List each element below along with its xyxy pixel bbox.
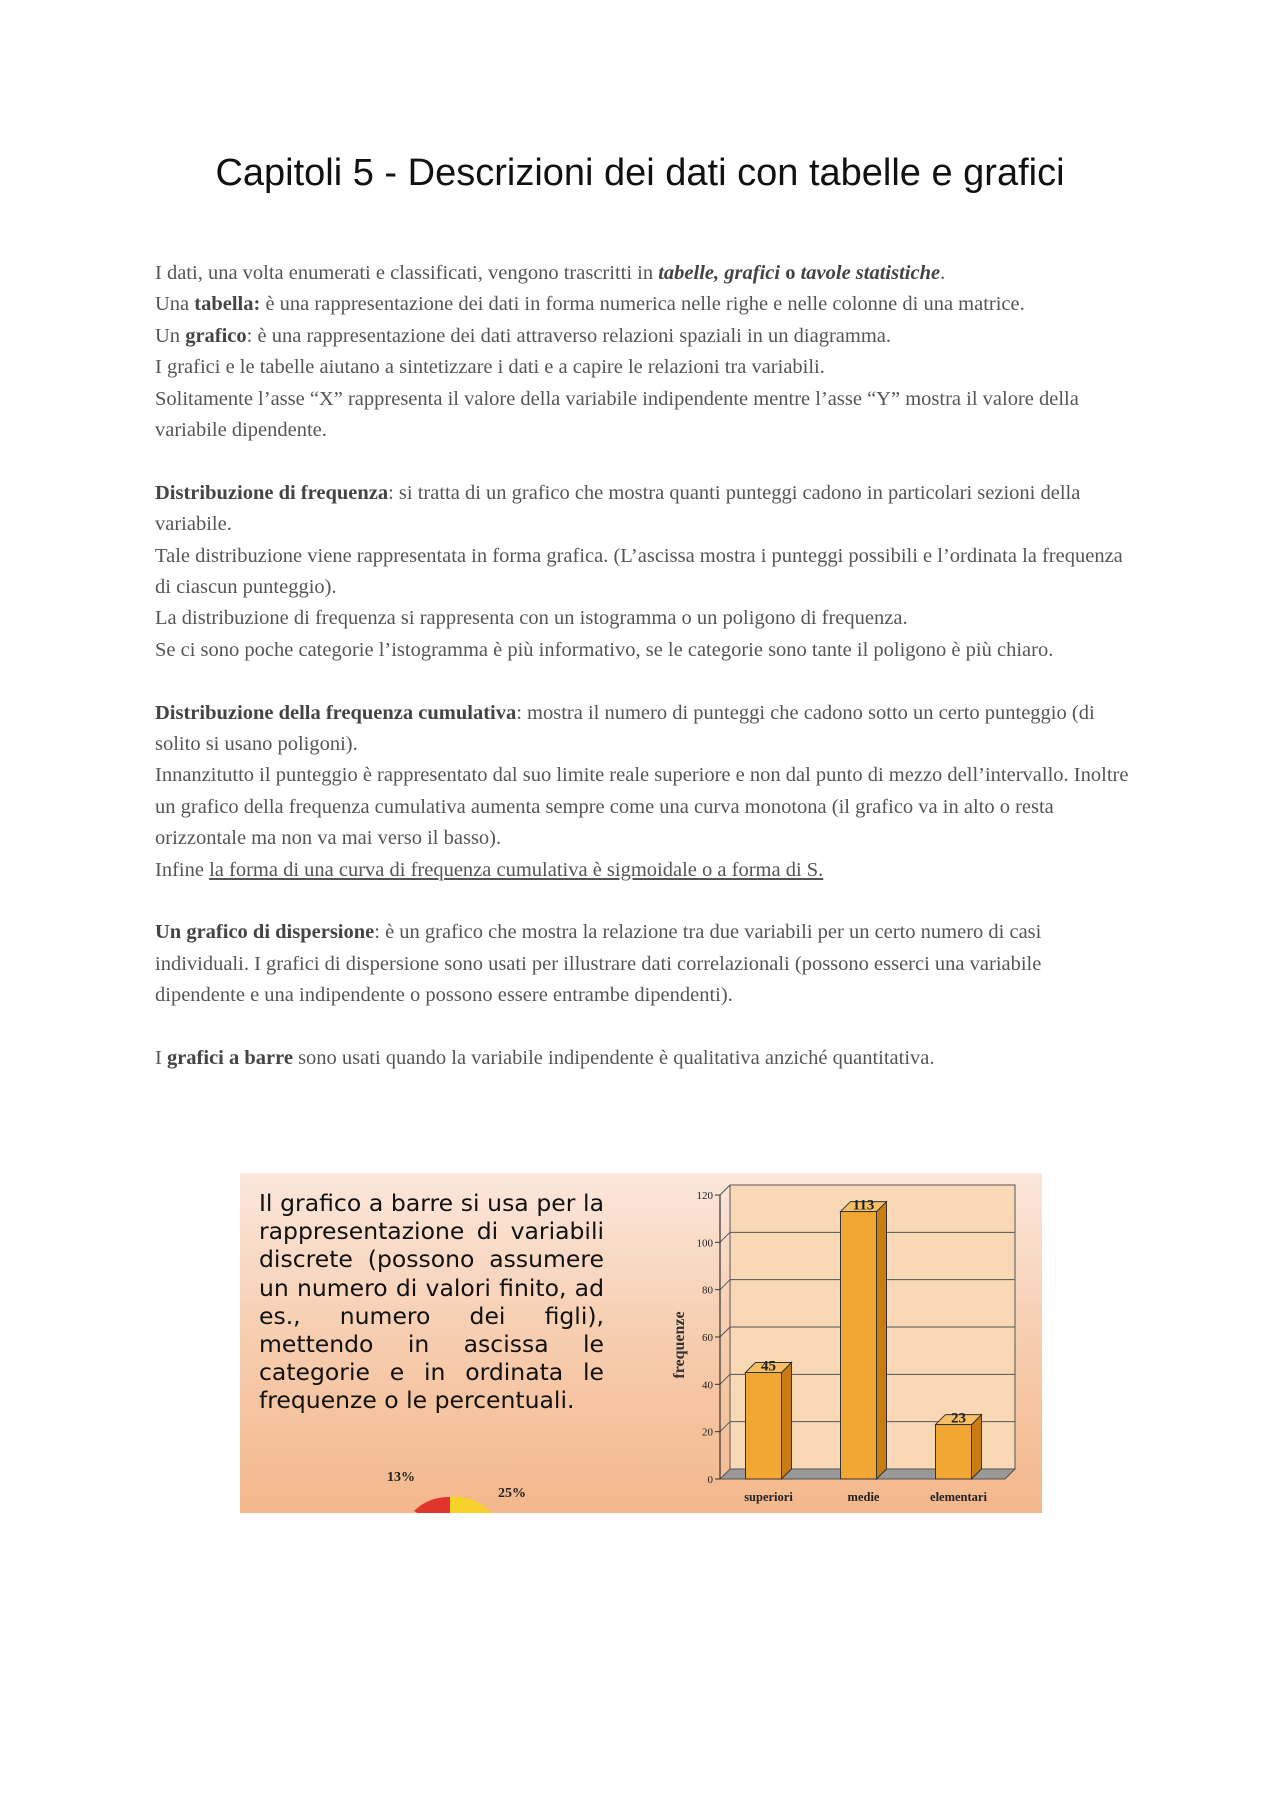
y-tick-label: 20	[702, 1426, 713, 1439]
pie-label-13: 13%	[387, 1470, 415, 1485]
pie-slice-25	[450, 1497, 496, 1513]
gridline-diag	[720, 1327, 730, 1337]
y-tick-label: 80	[702, 1284, 713, 1297]
category-label-superiori: superiori	[744, 1490, 793, 1504]
paragraph-limite-reale: Innanzitutto il punteggio è rappresentato dal suo limite reale superiore e non dal punto di mezzo dell’intervallo. Inoltre un grafico della frequenza cumulativa aumenta sempre come una curva monotona (il grafico va in alto o resta orizzontale ma non va mai verso il basso).	[155, 764, 1129, 850]
paragraph-assi: Solitamente l’asse “X” rappresenta il valore della variabile indipendente mentre l’asse “Y” mostra il valore della variabile dipendente.	[155, 387, 1079, 442]
bar-elementari	[936, 1425, 972, 1479]
paragraph-barre: I grafici a barre sono usati quando la variabile indipendente è qualitativa anziché quantitativa.	[155, 1047, 935, 1070]
bar-chart-svg	[660, 1173, 1042, 1513]
data-label-medie: 113	[852, 1197, 875, 1214]
y-tick-label: 0	[707, 1474, 713, 1486]
figure-description: Il grafico a barre si usa per la rappresentazione di variabili discrete (possono assumere un numero di valori finito, ad es., numero dei figli), mettendo in ascissa le categorie e in ordinata le frequenze o le percentuali.	[259, 1189, 604, 1415]
y-tick-label: 40	[702, 1379, 713, 1392]
y-tick-label: 120	[696, 1190, 713, 1202]
paragraph-intro: I dati, una volta enumerati e classificati, vengono trascritti in tabelle, grafici o tavole statistiche.	[155, 262, 946, 284]
pie-chart-fragment	[300, 1470, 550, 1513]
category-label-elementari: elementari	[930, 1490, 987, 1504]
gridline-diag	[720, 1422, 730, 1432]
gridline-diag	[720, 1185, 730, 1195]
data-label-elementari: 23	[951, 1410, 966, 1427]
bar-superiori	[746, 1373, 782, 1480]
gridline-diag	[720, 1374, 730, 1384]
paragraph-sintesi: I grafici e le tabelle aiutano a sintetizzare i dati e a capire le relazioni tra variabili.	[155, 356, 825, 379]
paragraph-categorie: Se ci sono poche categorie l’istogramma è più informativo, se le categorie sono tante il poligono è più chiaro.	[155, 638, 1054, 661]
bar-chart-figure	[240, 1173, 1042, 1513]
paragraph-distribuzione: Distribuzione di frequenza: si tratta di un grafico che mostra quanti punteggi cadono in particolari sezioni della variabile.	[155, 481, 1081, 536]
bar-side-elementari	[972, 1415, 982, 1479]
paragraph-istogramma: La distribuzione di frequenza si rappresenta con un istogramma o un poligono di frequenza.	[155, 607, 908, 630]
bar-medie	[841, 1212, 877, 1479]
document-body	[155, 258, 1130, 1075]
bar-side-medie	[877, 1202, 887, 1479]
data-label-superiori: 45	[761, 1358, 776, 1375]
page-title: Capitoli 5 - Descrizioni dei dati con tabelle e grafici	[215, 152, 1065, 194]
paragraph-grafico: Un grafico: è una rappresentazione dei dati attraverso relazioni spaziali in un diagramma.	[155, 324, 892, 347]
category-label-medie: medie	[847, 1490, 880, 1504]
y-tick-label: 100	[696, 1237, 713, 1250]
y-axis-label: frequenze	[671, 1311, 688, 1379]
pie-slice-13	[414, 1497, 450, 1513]
paragraph-sigmoidale: Infine la forma di una curva di frequenza cumulativa è sigmoidale o a forma di S.	[155, 858, 824, 881]
paragraph-cumulativa: Distribuzione della frequenza cumulativa: mostra il numero di punteggi che cadono sotto un certo punteggio (di solito si usano poligoni).	[155, 701, 1095, 756]
gridline-diag	[720, 1232, 730, 1242]
paragraph-forma-grafica: Tale distribuzione viene rappresentata in forma grafica. (L’ascissa mostra i punteggi possibili e l’ordinata la frequenza di ciascun punteggio).	[155, 544, 1123, 599]
y-tick-label: 60	[702, 1332, 713, 1344]
bar-side-superiori	[782, 1363, 792, 1480]
pie-label-25: 25%	[498, 1486, 526, 1501]
gridline-diag	[720, 1280, 730, 1290]
paragraph-tabella: Una tabella: è una rappresentazione dei dati in forma numerica nelle righe e nelle colonne di una matrice.	[155, 293, 1025, 316]
paragraph-dispersione: Un grafico di dispersione: è un grafico che mostra la relazione tra due variabili per un certo numero di casi individuali. I grafici di dispersione sono usati per illustrare dati correlazionali (possono esserci una variabile dipendente e una indipendente o possono essere entrambe dipendenti).	[155, 921, 1042, 1007]
